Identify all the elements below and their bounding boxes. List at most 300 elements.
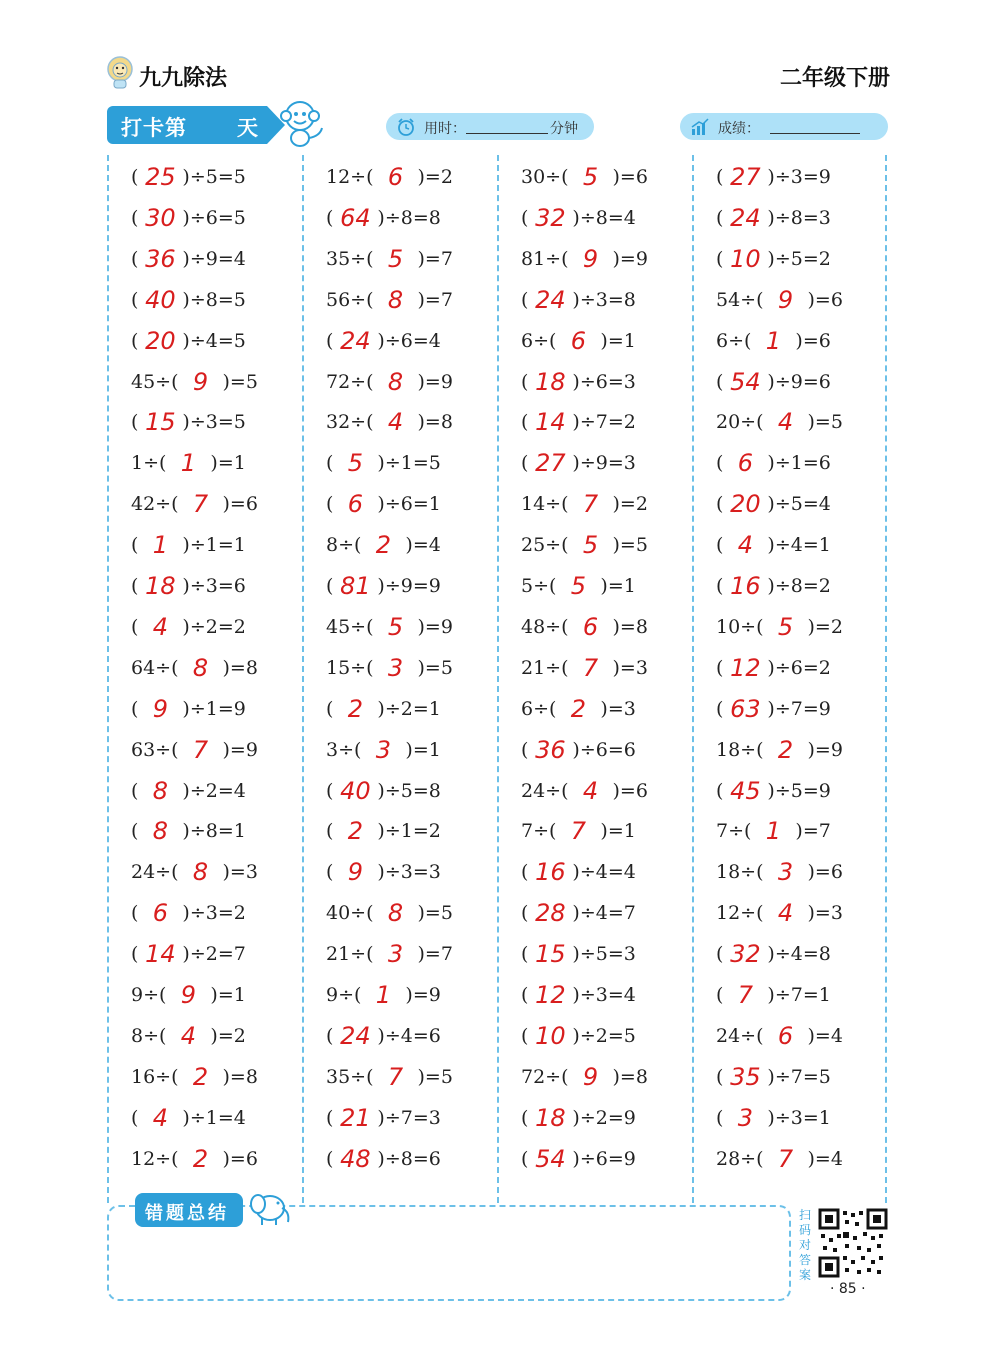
exercise-prefix: ( <box>131 247 139 270</box>
handwritten-answer[interactable]: 2 <box>347 694 364 723</box>
exercise-row <box>716 321 831 361</box>
handwritten-answer[interactable]: 2 <box>192 1144 209 1173</box>
handwritten-answer[interactable]: 6 <box>152 899 169 928</box>
exercise-row <box>716 1057 831 1097</box>
exercise-row <box>521 157 648 197</box>
handwritten-answer[interactable]: 8 <box>192 653 209 682</box>
handwritten-answer[interactable]: 12 <box>535 981 566 1009</box>
exercise-suffix: )=5 <box>417 656 453 679</box>
exercise-prefix: 45÷( <box>326 615 374 638</box>
exercise-prefix: 9÷( <box>326 984 362 1006</box>
exercise-prefix: 18÷( <box>716 738 764 761</box>
exercise-row <box>131 607 246 647</box>
exercise-row <box>521 484 648 524</box>
handwritten-answer[interactable]: 7 <box>192 735 209 764</box>
handwritten-answer[interactable]: 18 <box>535 1103 566 1132</box>
handwritten-answer[interactable]: 9 <box>347 858 364 887</box>
exercise-row <box>326 689 441 729</box>
exercise-prefix: 28÷( <box>716 1147 764 1170</box>
exercise-row <box>131 157 246 197</box>
exercise-prefix: ( <box>131 820 139 843</box>
handwritten-answer[interactable]: 3 <box>387 940 404 969</box>
exercise-prefix: ( <box>521 1024 529 1047</box>
handwritten-answer[interactable]: 9 <box>152 694 169 723</box>
exercise-suffix: )÷2=4 <box>182 779 246 802</box>
exercise-prefix: ( <box>326 575 334 597</box>
exercise-prefix: 72÷( <box>326 370 374 393</box>
exercise-prefix: ( <box>521 452 529 475</box>
exercise-prefix: ( <box>521 1106 529 1129</box>
grade-label: 二年级下册 <box>779 66 890 91</box>
exercise-suffix: )=2 <box>807 615 843 638</box>
handwritten-answer[interactable]: 20 <box>730 490 761 519</box>
exercise-prefix: 45÷( <box>131 370 179 393</box>
exercise-suffix: )=4 <box>807 1024 843 1047</box>
exercise-column <box>692 155 887 1203</box>
exercise-row <box>326 771 441 811</box>
handwritten-answer[interactable]: 24 <box>340 1021 371 1050</box>
handwritten-answer[interactable]: 5 <box>582 163 599 191</box>
column-divider <box>107 155 109 1203</box>
handwritten-answer[interactable]: 8 <box>387 285 404 314</box>
handwritten-answer[interactable]: 63 <box>730 694 761 723</box>
exercise-suffix: )÷1=1 <box>182 534 246 557</box>
handwritten-answer[interactable]: 2 <box>570 694 587 723</box>
exercise-row <box>326 525 441 565</box>
exercise-prefix: 21÷( <box>521 656 569 679</box>
handwritten-answer[interactable]: 18 <box>535 367 566 396</box>
handwritten-answer[interactable]: 5 <box>777 612 794 641</box>
exercise-prefix: ( <box>521 984 529 1006</box>
exercise-prefix: 15÷( <box>326 656 374 679</box>
handwritten-answer[interactable]: 15 <box>145 408 176 437</box>
handwritten-answer[interactable]: 3 <box>737 1103 754 1132</box>
exercise-prefix: ( <box>131 534 139 557</box>
exercise-prefix: ( <box>326 820 334 843</box>
exercise-suffix: )÷8=4 <box>572 206 636 229</box>
handwritten-answer[interactable]: 2 <box>347 817 364 846</box>
handwritten-answer[interactable]: 16 <box>730 572 761 600</box>
elephant-icon <box>248 1188 294 1228</box>
exercise-suffix: )=3 <box>222 861 258 884</box>
handwritten-answer[interactable]: 7 <box>582 653 599 682</box>
exercise-suffix: )÷8=8 <box>377 206 441 229</box>
exercise-prefix: ( <box>131 943 139 966</box>
handwritten-answer[interactable]: 4 <box>777 408 794 437</box>
exercise-row <box>716 1139 843 1179</box>
handwritten-answer[interactable]: 9 <box>582 1062 599 1091</box>
exercise-prefix: 10÷( <box>716 615 764 638</box>
exercise-prefix: ( <box>131 288 139 311</box>
handwritten-answer[interactable]: 5 <box>347 449 364 478</box>
exercise-row <box>131 1016 246 1056</box>
exercise-suffix: )=1 <box>405 738 441 761</box>
exercise-prefix: ( <box>131 329 139 352</box>
exercise-row <box>326 811 441 851</box>
handwritten-answer[interactable]: 5 <box>570 572 587 600</box>
bar-chart-icon <box>690 117 710 137</box>
exercise-suffix: )÷5=4 <box>767 493 831 516</box>
handwritten-answer[interactable]: 4 <box>737 531 754 560</box>
exercise-prefix: 1÷( <box>131 452 167 475</box>
exercise-suffix: )=6 <box>612 779 648 802</box>
handwritten-answer[interactable]: 7 <box>570 817 587 846</box>
handwritten-answer[interactable]: 25 <box>145 163 176 191</box>
exercise-prefix: 6÷( <box>521 329 557 352</box>
exercise-row <box>716 566 831 606</box>
handwritten-answer[interactable]: 24 <box>730 203 761 232</box>
handwritten-answer[interactable]: 8 <box>387 899 404 928</box>
exercise-row <box>326 157 453 197</box>
exercise-column <box>302 155 497 1203</box>
exercise-row <box>326 198 441 238</box>
exercise-prefix: ( <box>326 329 334 352</box>
handwritten-answer[interactable]: 6 <box>582 612 599 641</box>
page-header <box>105 55 890 95</box>
exercise-suffix: )=9 <box>807 738 843 761</box>
exercise-row <box>326 280 453 320</box>
exercise-suffix: )÷5=8 <box>377 779 441 802</box>
exercise-row <box>326 1057 453 1097</box>
exercise-row <box>521 975 636 1015</box>
handwritten-answer[interactable]: 2 <box>777 735 794 764</box>
exercise-row <box>521 280 636 320</box>
exercise-row <box>716 157 831 197</box>
exercise-prefix: 5÷( <box>521 575 557 597</box>
exercise-row <box>716 484 831 524</box>
exercise-prefix: 14÷( <box>521 493 569 516</box>
exercise-prefix: ( <box>716 697 724 720</box>
exercise-prefix: 72÷( <box>521 1065 569 1088</box>
exercise-suffix: )÷9=3 <box>572 452 636 475</box>
exercise-row <box>521 198 636 238</box>
exercise-row <box>521 443 636 483</box>
handwritten-answer[interactable]: 32 <box>535 203 566 232</box>
handwritten-answer[interactable]: 40 <box>340 776 371 805</box>
exercise-row <box>131 893 246 933</box>
exercise-suffix: )÷1=9 <box>182 697 246 720</box>
handwritten-answer[interactable]: 3 <box>375 735 392 764</box>
exercise-prefix: ( <box>716 452 724 475</box>
exercise-suffix: )÷5=9 <box>767 779 831 802</box>
exercise-prefix: ( <box>716 534 724 557</box>
handwritten-answer[interactable]: 5 <box>387 244 404 273</box>
handwritten-answer[interactable]: 9 <box>582 244 599 273</box>
page-number: · 85 · <box>830 1281 866 1297</box>
handwritten-answer[interactable]: 8 <box>192 858 209 887</box>
alarm-clock-icon <box>396 117 416 137</box>
handwritten-answer[interactable]: 10 <box>535 1021 566 1050</box>
exercise-suffix: )=3 <box>807 902 843 925</box>
exercise-row <box>716 893 843 933</box>
exercise-suffix: )÷2=7 <box>182 943 246 966</box>
exercise-prefix: 12÷( <box>716 902 764 925</box>
exercise-suffix: )÷2=5 <box>572 1024 636 1047</box>
exercise-row <box>716 811 831 851</box>
handwritten-answer[interactable]: 16 <box>535 858 566 887</box>
exercise-grid <box>107 155 887 1203</box>
exercise-row <box>521 321 636 361</box>
mistake-summary-label: 错题总结 <box>145 1203 229 1224</box>
exercise-row <box>716 607 843 647</box>
handwritten-answer[interactable]: 27 <box>730 163 761 191</box>
handwritten-answer[interactable]: 12 <box>730 653 761 682</box>
handwritten-answer[interactable]: 8 <box>152 817 169 846</box>
exercise-row <box>131 402 246 442</box>
exercise-row <box>326 893 453 933</box>
exercise-row <box>326 239 453 279</box>
score-blank[interactable] <box>770 133 860 134</box>
exercise-prefix: ( <box>326 206 334 229</box>
qr-code-icon[interactable] <box>818 1208 888 1278</box>
handwritten-answer[interactable]: 9 <box>192 367 209 396</box>
handwritten-answer[interactable]: 1 <box>375 981 392 1009</box>
exercise-prefix: ( <box>326 1024 334 1047</box>
exercise-suffix: )÷4=1 <box>767 534 831 557</box>
exercise-prefix: ( <box>521 861 529 884</box>
handwritten-answer[interactable]: 6 <box>347 490 364 519</box>
exercise-row <box>131 566 246 606</box>
exercise-suffix: )=8 <box>222 656 258 679</box>
exercise-row <box>131 525 246 565</box>
exercise-suffix: )÷1=6 <box>767 452 831 475</box>
handwritten-answer[interactable]: 7 <box>387 1062 404 1091</box>
handwritten-answer[interactable]: 54 <box>730 367 761 396</box>
exercise-suffix: )÷8=6 <box>377 1147 441 1170</box>
handwritten-answer[interactable]: 4 <box>152 612 169 641</box>
handwritten-answer[interactable]: 28 <box>535 899 566 928</box>
handwritten-answer[interactable]: 20 <box>145 326 176 355</box>
exercise-column <box>107 155 302 1203</box>
exercise-suffix: )÷8=3 <box>767 206 831 229</box>
exercise-row <box>131 1139 258 1179</box>
handwritten-answer[interactable]: 4 <box>582 776 599 805</box>
handwritten-answer[interactable]: 24 <box>535 285 566 314</box>
handwritten-answer[interactable]: 6 <box>737 449 754 478</box>
exercise-row <box>131 648 258 688</box>
handwritten-answer[interactable]: 9 <box>777 285 794 314</box>
exercise-row <box>131 730 258 770</box>
handwritten-answer[interactable]: 1 <box>180 449 197 478</box>
exercise-prefix: ( <box>326 1106 334 1129</box>
handwritten-answer[interactable]: 32 <box>730 940 761 969</box>
exercise-suffix: )÷5=2 <box>767 247 831 270</box>
handwritten-answer[interactable]: 6 <box>387 163 404 191</box>
exercise-row <box>131 1057 258 1097</box>
exercise-suffix: )÷4=8 <box>767 943 831 966</box>
handwritten-answer[interactable]: 30 <box>145 203 176 232</box>
exercise-suffix: )=1 <box>210 452 246 475</box>
monkey-icon <box>278 98 326 148</box>
exercise-suffix: )÷9=9 <box>377 575 441 597</box>
column-divider <box>885 155 887 1203</box>
exercise-prefix: 6÷( <box>521 697 557 720</box>
handwritten-answer[interactable]: 8 <box>152 776 169 805</box>
exercise-row <box>326 362 453 402</box>
checkin-prefix: 打卡第 <box>121 116 187 140</box>
handwritten-answer[interactable]: 36 <box>145 244 176 273</box>
handwritten-answer[interactable]: 3 <box>777 858 794 887</box>
exercise-row <box>521 1139 636 1179</box>
handwritten-answer[interactable]: 24 <box>340 326 371 355</box>
handwritten-answer[interactable]: 3 <box>387 653 404 682</box>
handwritten-answer[interactable]: 2 <box>192 1062 209 1091</box>
exercise-prefix: ( <box>716 656 724 679</box>
exercise-suffix: )=7 <box>795 820 831 843</box>
handwritten-answer[interactable]: 8 <box>387 367 404 396</box>
exercise-row <box>716 525 831 565</box>
exercise-row <box>716 280 843 320</box>
exercise-prefix: 24÷( <box>131 861 179 884</box>
exercise-prefix: ( <box>716 575 724 597</box>
exercise-row <box>521 811 636 851</box>
exercise-row <box>716 852 843 892</box>
exercise-suffix: )=5 <box>417 1065 453 1088</box>
exercise-row <box>131 198 246 238</box>
exercise-prefix: ( <box>326 1147 334 1170</box>
exercise-suffix: )=7 <box>417 943 453 966</box>
exercise-suffix: )÷8=2 <box>767 575 831 597</box>
exercise-prefix: 16÷( <box>131 1065 179 1088</box>
exercise-suffix: )=5 <box>417 902 453 925</box>
exercise-suffix: )÷3=3 <box>377 861 441 884</box>
exercise-row <box>716 1016 843 1056</box>
exercise-prefix: 32÷( <box>326 411 374 434</box>
handwritten-answer[interactable]: 6 <box>570 326 587 355</box>
handwritten-answer[interactable]: 45 <box>730 776 761 805</box>
handwritten-answer[interactable]: 2 <box>375 531 392 560</box>
exercise-row <box>716 1098 831 1138</box>
exercise-suffix: )=4 <box>405 534 441 557</box>
exercise-prefix: ( <box>521 1147 529 1170</box>
handwritten-answer[interactable]: 7 <box>777 1144 794 1173</box>
handwritten-answer[interactable]: 40 <box>145 285 176 314</box>
handwritten-answer[interactable]: 7 <box>192 490 209 519</box>
exercise-prefix: 7÷( <box>716 820 752 843</box>
handwritten-answer[interactable]: 1 <box>152 531 169 560</box>
exercise-prefix: ( <box>326 452 334 475</box>
handwritten-answer[interactable]: 35 <box>730 1062 761 1091</box>
handwritten-answer[interactable]: 10 <box>730 244 761 273</box>
exercise-suffix: )=7 <box>417 288 453 311</box>
handwritten-answer[interactable]: 7 <box>737 981 754 1009</box>
exercise-suffix: )÷3=2 <box>182 902 246 925</box>
exercise-row <box>521 362 636 402</box>
exercise-suffix: )=8 <box>222 1065 258 1088</box>
exercise-suffix: )=6 <box>807 288 843 311</box>
handwritten-answer[interactable]: 54 <box>535 1144 566 1173</box>
exercise-suffix: )÷2=9 <box>572 1106 636 1129</box>
exercise-row <box>326 648 453 688</box>
exercise-row <box>131 852 258 892</box>
exercise-prefix: ( <box>131 1106 139 1129</box>
handwritten-answer[interactable]: 36 <box>535 735 566 764</box>
exercise-prefix: ( <box>716 779 724 802</box>
exercise-row <box>521 648 648 688</box>
handwritten-answer[interactable]: 6 <box>777 1021 794 1050</box>
exercise-prefix: ( <box>521 902 529 925</box>
exercise-prefix: 81÷( <box>521 247 569 270</box>
column-divider <box>692 155 694 1203</box>
exercise-suffix: )÷8=1 <box>182 820 246 843</box>
handwritten-answer[interactable]: 4 <box>387 408 404 437</box>
exercise-prefix: 48÷( <box>521 615 569 638</box>
time-blank[interactable] <box>466 133 548 134</box>
exercise-row <box>326 484 441 524</box>
handwritten-answer[interactable]: 4 <box>180 1021 197 1050</box>
exercise-prefix: ( <box>521 411 529 434</box>
exercise-suffix: )=9 <box>405 984 441 1006</box>
score-label: 成绩： <box>718 121 760 137</box>
exercise-row <box>716 771 831 811</box>
exercise-suffix: )÷1=5 <box>377 452 441 475</box>
exercise-row <box>716 443 831 483</box>
exercise-suffix: )÷3=4 <box>572 984 636 1006</box>
exercise-prefix: ( <box>131 411 139 434</box>
handwritten-answer[interactable]: 5 <box>582 531 599 560</box>
exercise-prefix: 25÷( <box>521 534 569 557</box>
exercise-prefix: 35÷( <box>326 247 374 270</box>
exercise-row <box>716 689 831 729</box>
handwritten-answer[interactable]: 1 <box>765 326 782 355</box>
handwritten-answer[interactable]: 7 <box>582 490 599 519</box>
exercise-suffix: )÷5=5 <box>182 166 246 188</box>
exercise-suffix: )=4 <box>807 1147 843 1170</box>
handwritten-answer[interactable]: 9 <box>180 981 197 1009</box>
handwritten-answer[interactable]: 5 <box>387 612 404 641</box>
exercise-suffix: )÷3=6 <box>182 575 246 597</box>
exercise-suffix: )÷1=2 <box>377 820 441 843</box>
handwritten-answer[interactable]: 64 <box>340 203 371 232</box>
handwritten-answer[interactable]: 27 <box>535 449 566 478</box>
handwritten-answer[interactable]: 14 <box>145 940 176 969</box>
exercise-row <box>716 402 843 442</box>
handwritten-answer[interactable]: 81 <box>340 572 371 600</box>
exercise-suffix: )=1 <box>600 820 636 843</box>
exercise-suffix: )÷7=5 <box>767 1065 831 1088</box>
exercise-row <box>131 443 246 483</box>
exercise-row <box>716 730 843 770</box>
handwritten-answer[interactable]: 1 <box>765 817 782 846</box>
handwritten-answer[interactable]: 48 <box>340 1144 371 1173</box>
exercise-prefix: ( <box>521 738 529 761</box>
exercise-suffix: )÷7=2 <box>572 411 636 434</box>
exercise-row <box>131 239 246 279</box>
handwritten-answer[interactable]: 4 <box>777 899 794 928</box>
handwritten-answer[interactable]: 14 <box>535 408 566 437</box>
exercise-suffix: )=6 <box>807 861 843 884</box>
exercise-row <box>326 852 441 892</box>
exercise-prefix: ( <box>716 943 724 966</box>
exercise-prefix: 35÷( <box>326 1065 374 1088</box>
handwritten-answer[interactable]: 18 <box>145 572 176 600</box>
exercise-prefix: 12÷( <box>326 166 374 188</box>
exercise-row <box>521 934 636 974</box>
handwritten-answer[interactable]: 21 <box>340 1103 371 1132</box>
exercise-suffix: )=5 <box>222 370 258 393</box>
exercise-prefix: ( <box>131 779 139 802</box>
exercise-row <box>131 280 246 320</box>
exercise-suffix: )÷3=9 <box>767 166 831 188</box>
exercise-row <box>131 771 246 811</box>
time-label: 用时： <box>424 121 466 137</box>
exercise-row <box>131 934 246 974</box>
exercise-row <box>326 1098 441 1138</box>
handwritten-answer[interactable]: 15 <box>535 940 566 969</box>
handwritten-answer[interactable]: 4 <box>152 1103 169 1132</box>
exercise-suffix: )÷2=1 <box>377 697 441 720</box>
exercise-suffix: )=7 <box>417 247 453 270</box>
